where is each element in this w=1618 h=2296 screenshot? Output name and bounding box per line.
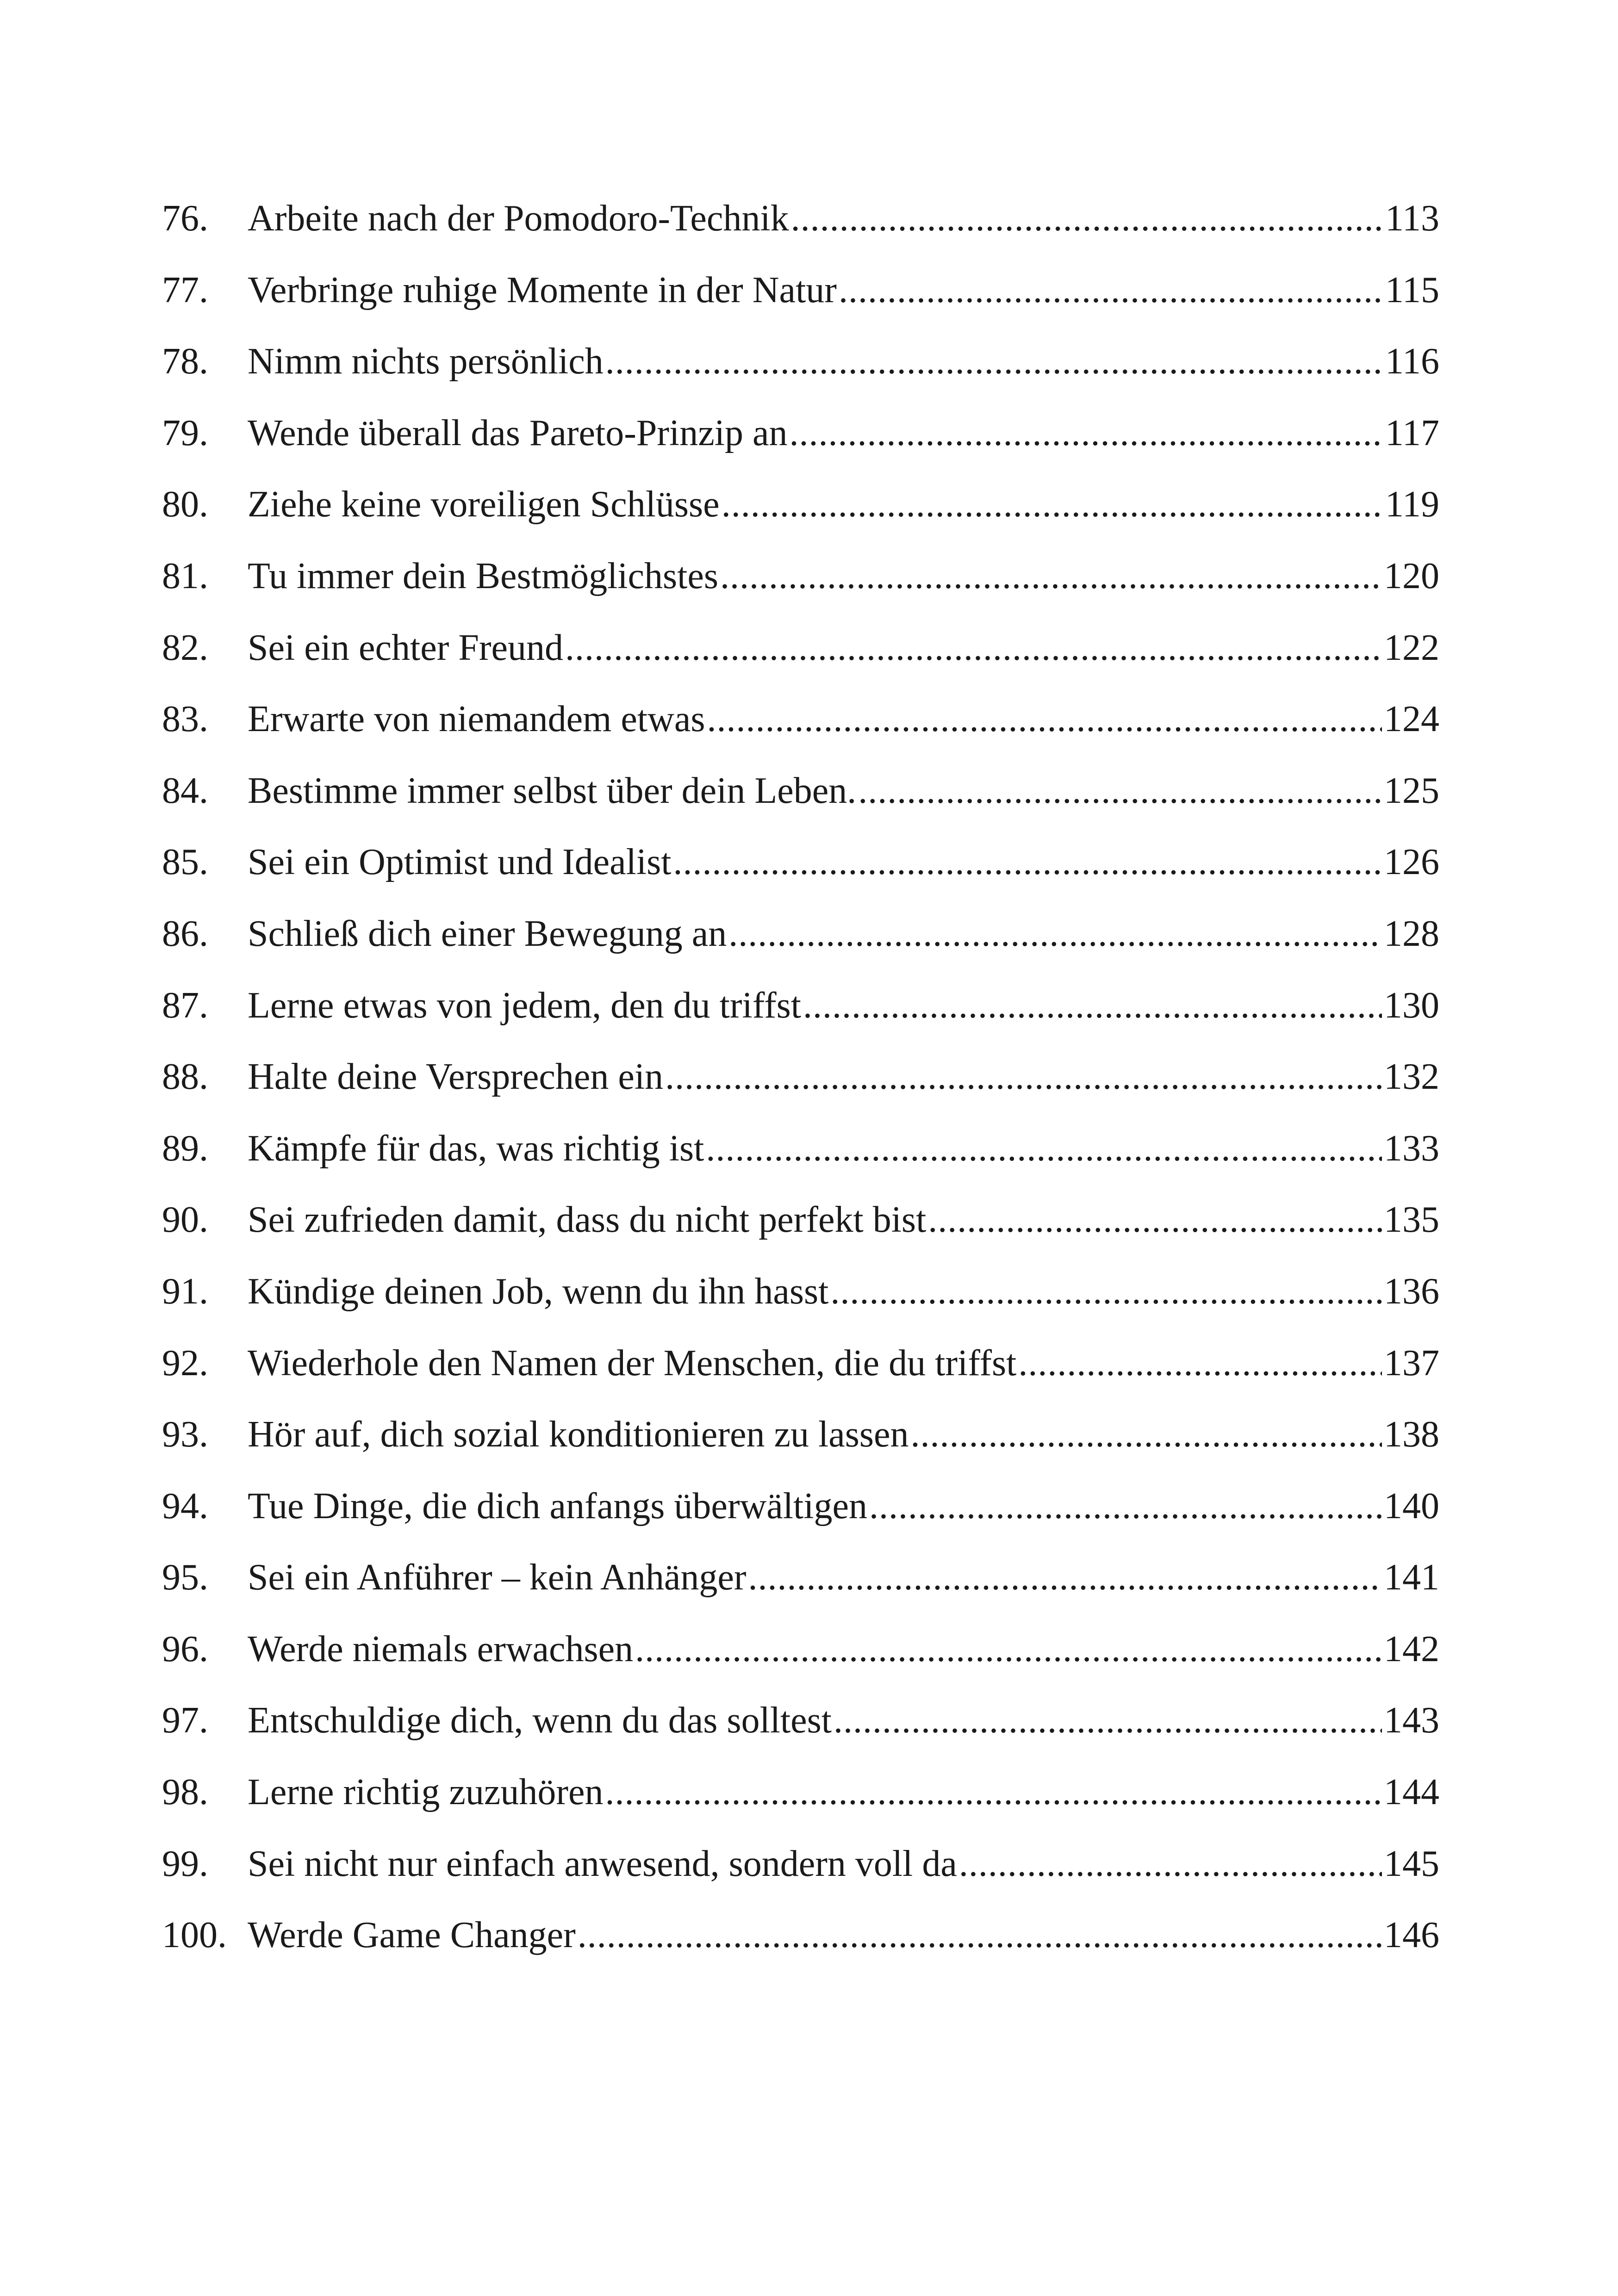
toc-entry xyxy=(162,1899,1439,1971)
dot-leader xyxy=(928,1184,1382,1256)
toc-entry xyxy=(162,1756,1439,1828)
toc-entry-page-number: 140 xyxy=(1384,1485,1439,1527)
toc-entry xyxy=(162,254,1439,326)
toc-entry-number: 93. xyxy=(162,1414,208,1455)
dot-leader xyxy=(789,397,1383,469)
toc-entry-title: Schließ dich einer Bewegung an xyxy=(248,913,727,954)
toc-entry-number: 85. xyxy=(162,842,208,883)
toc-entry-title: Halte deine Versprechen ein xyxy=(248,1056,664,1098)
toc-entry-title: Kämpfe für das, was richtig ist xyxy=(248,1128,704,1169)
toc-entry-number: 82. xyxy=(162,627,208,668)
toc-entry xyxy=(162,970,1439,1042)
toc-entry xyxy=(162,1328,1439,1399)
dot-leader xyxy=(839,254,1383,326)
toc-entry-number: 90. xyxy=(162,1199,208,1241)
toc-entry-page-number: 130 xyxy=(1384,985,1439,1026)
toc-entry-page-number: 143 xyxy=(1384,1700,1439,1741)
toc-entry-title: Tu immer dein Bestmöglichstes xyxy=(248,555,719,596)
dot-leader xyxy=(869,1471,1382,1542)
toc-entry xyxy=(162,1613,1439,1685)
toc-entry xyxy=(162,1828,1439,1900)
dot-leader xyxy=(665,1041,1382,1113)
toc-entry-page-number: 115 xyxy=(1385,269,1439,310)
toc-entry-page-number: 126 xyxy=(1384,842,1439,883)
toc-entry xyxy=(162,1256,1439,1328)
toc-entry-number: 95. xyxy=(162,1557,208,1598)
toc-entry-number: 99. xyxy=(162,1843,208,1884)
toc-entry xyxy=(162,1041,1439,1113)
toc-entry-number: 89. xyxy=(162,1128,208,1169)
toc-entry-page-number: 142 xyxy=(1384,1628,1439,1669)
toc-entry-title: Verbringe ruhige Momente in der Natur xyxy=(248,269,837,310)
toc-entry-number: 94. xyxy=(162,1485,208,1527)
toc-entry-title: Wiederhole den Namen der Menschen, die du triffst xyxy=(248,1342,1017,1384)
dot-leader xyxy=(706,1113,1382,1185)
toc-entry-title: Wende überall das Pareto-Prinzip an xyxy=(248,412,788,453)
toc-entry-page-number: 120 xyxy=(1384,555,1439,596)
toc-entry xyxy=(162,898,1439,970)
toc-entry xyxy=(162,1399,1439,1471)
toc-entry-number: 98. xyxy=(162,1772,208,1813)
toc-entry xyxy=(162,755,1439,827)
toc-entry-page-number: 125 xyxy=(1384,770,1439,811)
toc-entry-number: 81. xyxy=(162,555,208,596)
toc-entry-title: Lerne richtig zuzuhören xyxy=(248,1772,604,1813)
dot-leader xyxy=(959,1828,1382,1900)
dot-leader xyxy=(565,612,1382,684)
toc-entry-title: Tue Dinge, die dich anfangs überwältigen xyxy=(248,1485,867,1527)
dot-leader xyxy=(728,898,1382,970)
toc-entry-number: 100. xyxy=(162,1915,227,1956)
toc-entry-title: Kündige deinen Job, wenn du ihn hasst xyxy=(248,1271,829,1312)
toc-entry-number: 97. xyxy=(162,1700,208,1741)
toc-entry-title: Bestimme immer selbst über dein Leben. xyxy=(248,770,857,811)
toc-entry-page-number: 146 xyxy=(1384,1915,1439,1956)
toc-entry-number: 84. xyxy=(162,770,208,811)
toc-entry xyxy=(162,1471,1439,1542)
toc-entry-number: 79. xyxy=(162,412,208,453)
toc-entry-page-number: 124 xyxy=(1384,699,1439,740)
toc-entry-number: 76. xyxy=(162,198,208,239)
toc-entry-page-number: 135 xyxy=(1384,1199,1439,1241)
toc-entry xyxy=(162,683,1439,755)
dot-leader xyxy=(834,1685,1382,1756)
toc-entry-number: 92. xyxy=(162,1342,208,1384)
dot-leader xyxy=(910,1399,1382,1471)
dot-leader xyxy=(748,1542,1382,1613)
toc-entry-page-number: 122 xyxy=(1384,627,1439,668)
table-of-contents xyxy=(162,183,1439,1971)
toc-entry-page-number: 137 xyxy=(1384,1342,1439,1384)
toc-entry-page-number: 138 xyxy=(1384,1414,1439,1455)
toc-entry-title: Hör auf, dich sozial konditionieren zu lassen xyxy=(248,1414,909,1455)
toc-entry-page-number: 133 xyxy=(1384,1128,1439,1169)
toc-entry-page-number: 144 xyxy=(1384,1772,1439,1813)
toc-entry xyxy=(162,397,1439,469)
dot-leader xyxy=(803,970,1382,1042)
dot-leader xyxy=(605,1756,1382,1828)
toc-entry-page-number: 145 xyxy=(1384,1843,1439,1884)
toc-entry-title: Werde Game Changer xyxy=(248,1915,576,1956)
toc-entry xyxy=(162,612,1439,684)
dot-leader xyxy=(605,326,1383,397)
toc-entry-title: Nimm nichts persönlich xyxy=(248,341,604,382)
toc-entry-number: 77. xyxy=(162,269,208,310)
dot-leader xyxy=(635,1613,1382,1685)
dot-leader xyxy=(830,1256,1382,1328)
toc-entry-number: 96. xyxy=(162,1628,208,1669)
toc-entry-number: 88. xyxy=(162,1056,208,1098)
toc-entry-page-number: 116 xyxy=(1385,341,1439,382)
toc-entry-title: Sei ein Optimist und Idealist xyxy=(248,842,672,883)
toc-entry-page-number: 117 xyxy=(1385,412,1439,453)
toc-entry xyxy=(162,1542,1439,1613)
toc-entry-title: Werde niemals erwachsen xyxy=(248,1628,634,1669)
toc-entry-number: 83. xyxy=(162,699,208,740)
toc-entry-title: Sei ein Anführer – kein Anhänger xyxy=(248,1557,747,1598)
dot-leader xyxy=(722,469,1383,540)
toc-entry xyxy=(162,1685,1439,1756)
toc-entry-title: Arbeite nach der Pomodoro-Technik xyxy=(248,198,789,239)
dot-leader xyxy=(720,540,1382,612)
toc-entry-number: 86. xyxy=(162,913,208,954)
toc-entry-number: 80. xyxy=(162,484,208,525)
toc-entry-number: 78. xyxy=(162,341,208,382)
dot-leader xyxy=(858,755,1382,827)
toc-entry-page-number: 113 xyxy=(1385,198,1439,239)
dot-leader xyxy=(578,1899,1382,1971)
dot-leader xyxy=(1018,1328,1382,1399)
toc-entry-page-number: 128 xyxy=(1384,913,1439,954)
toc-entry-number: 87. xyxy=(162,985,208,1026)
toc-entry xyxy=(162,469,1439,540)
dot-leader xyxy=(791,183,1383,254)
toc-entry xyxy=(162,183,1439,254)
toc-entry-number: 91. xyxy=(162,1271,208,1312)
toc-entry-page-number: 136 xyxy=(1384,1271,1439,1312)
toc-entry-title: Sei zufrieden damit, dass du nicht perfekt bist xyxy=(248,1199,927,1241)
toc-entry-title: Ziehe keine voreiligen Schlüsse xyxy=(248,484,720,525)
toc-entry-title: Sei ein echter Freund xyxy=(248,627,563,668)
toc-entry-page-number: 119 xyxy=(1385,484,1439,525)
toc-entry-title: Lerne etwas von jedem, den du triffst xyxy=(248,985,801,1026)
toc-entry xyxy=(162,326,1439,397)
toc-entry-page-number: 132 xyxy=(1384,1056,1439,1098)
toc-entry xyxy=(162,1113,1439,1185)
toc-entry xyxy=(162,1184,1439,1256)
toc-entry-title: Entschuldige dich, wenn du das solltest xyxy=(248,1700,832,1741)
toc-entry-title: Erwarte von niemandem etwas xyxy=(248,699,705,740)
toc-entry-page-number: 141 xyxy=(1384,1557,1439,1598)
dot-leader xyxy=(673,826,1382,898)
toc-entry-title: Sei nicht nur einfach anwesend, sondern voll da xyxy=(248,1843,957,1884)
toc-entry xyxy=(162,540,1439,612)
toc-entry xyxy=(162,826,1439,898)
dot-leader xyxy=(707,683,1382,755)
